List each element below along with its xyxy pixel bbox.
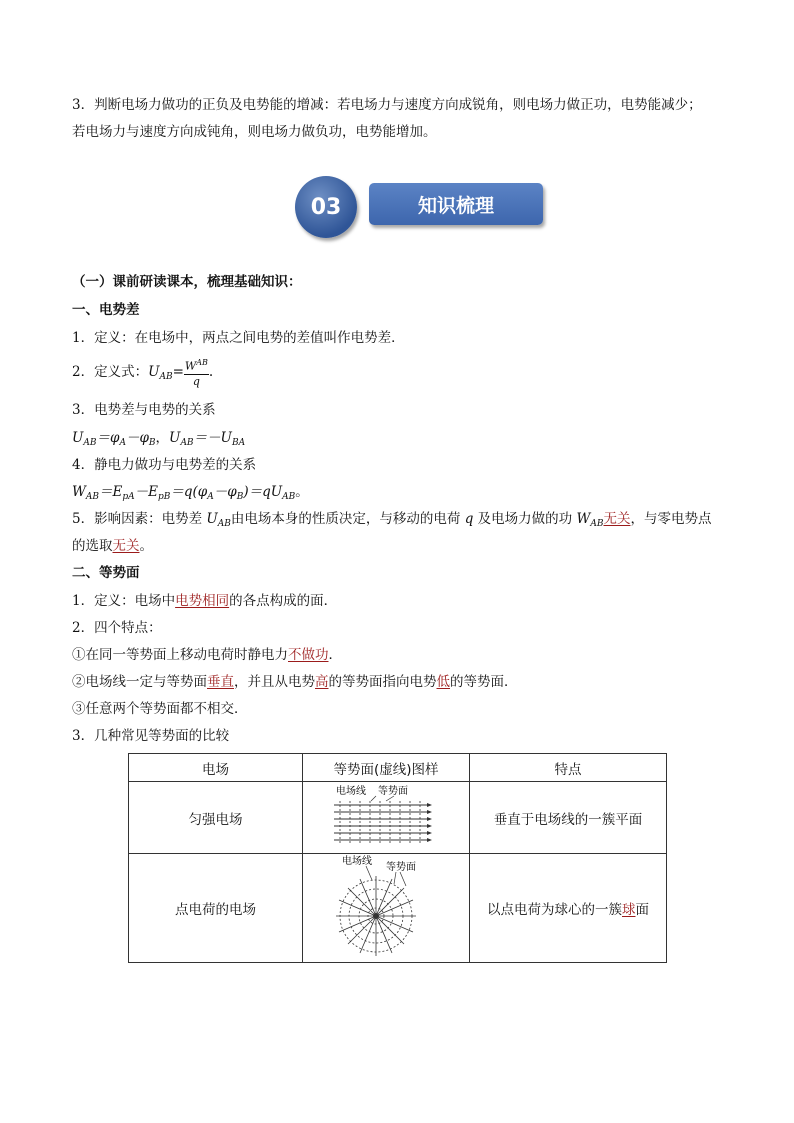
table-cell-feature: 垂直于电场线的一簇平面 (470, 782, 667, 854)
part2-heading: 二、等势面 (72, 565, 140, 581)
intro-line-2: 若电场力与速度方向成钝角，则电场力做负功，电势能增加。 (72, 124, 437, 140)
formula-lhs: $U_{AB}$ (148, 364, 173, 382)
point-charge-figure (303, 854, 470, 963)
formula-label: 2．定义式： (72, 364, 149, 380)
table-header-row (129, 754, 667, 782)
part1-factors-line1: 5．影响因素：电势差 $U_{AB}$由电场本身的性质决定，与移动的电荷 q 及电场力做的功 $W_{AB}$无关，与零电势点 (72, 511, 712, 529)
feature1-red: 不做功 (288, 647, 329, 663)
section-banner (295, 176, 545, 238)
part1-work-formula: $W_{AB}=E_{pA}-E_{pB}=q(\varphi_A-\varphi_B)=qU_{AB}$。 (72, 484, 309, 502)
part2-feature-1: ①在同一等势面上移动电荷时静电力不做功． (72, 647, 342, 663)
table-row (129, 854, 667, 963)
table-cell-field: 点电荷的电场 (129, 854, 303, 963)
part2-definition: 1．定义：电场中电势相同的各点构成的面． (72, 593, 338, 609)
banner-number-badge: 03 (295, 176, 357, 238)
part2-feature-2: ②电场线一定与等势面垂直，并且从电势高的等势面指向电势低的等势面． (72, 674, 518, 690)
factors-red-2: 无关 (112, 538, 140, 554)
fig-label-equipotential: 等势面 (386, 862, 416, 873)
part1-definition: 1．定义：在电场中，两点之间电势的差值叫作电势差． (72, 330, 405, 346)
section-heading: （一）课前研读课本，梳理基础知识： (72, 274, 302, 290)
uniform-field-diagram (326, 783, 446, 849)
uniform-field-figure (303, 782, 470, 854)
part1-formula: 2．定义式：$U_{AB}=$ $\frac{W^{AB}}{q}$ . (72, 358, 214, 388)
fig-label-field-lines: 电场线 (336, 785, 366, 797)
table-header: 等势面(虚线)图样 (303, 754, 470, 782)
part1-work-title: 4．静电力做功与电势差的关系 (72, 457, 257, 473)
table-cell-field: 匀强电场 (129, 782, 303, 854)
comparison-table (128, 753, 667, 963)
banner-title: 知识梳理 (369, 183, 543, 225)
table-row (129, 782, 667, 854)
table-header: 特点 (470, 754, 667, 782)
point-charge-diagram (336, 854, 436, 958)
formula-fraction: $\frac{W^{AB}}{q}$ (184, 358, 208, 388)
fig-label-field-lines: 电场线 (342, 856, 372, 867)
part1-relation-formula: $U_{AB}=\varphi_A-\varphi_B$，$U_{AB}=-U_{BA}$ (72, 430, 246, 448)
part2-feature-3: ③任意两个等势面都不相交． (72, 701, 248, 717)
part1-relation-title: 3．电势差与电势的关系 (72, 402, 216, 418)
table-cell-feature: 以点电荷为球心的一簇球面 (470, 854, 667, 963)
intro-line-1: 3．判断电场力做功的正负及电势能的增减：若电场力与速度方向成锐角，则电场力做正功，电势能减少； (72, 97, 702, 113)
factors-red-1: 无关 (603, 511, 631, 527)
table-header: 电场 (129, 754, 303, 782)
part2-compare-title: 3．几种常见等势面的比较 (72, 728, 230, 744)
part1-factors-line2: 的选取无关。 (72, 538, 153, 554)
def-red: 电势相同 (175, 593, 230, 609)
part1-heading: 一、电势差 (72, 302, 140, 318)
fig-label-equipotential: 等势面 (378, 785, 408, 797)
part2-features-title: 2．四个特点： (72, 620, 162, 636)
feature-red: 球 (622, 902, 636, 918)
